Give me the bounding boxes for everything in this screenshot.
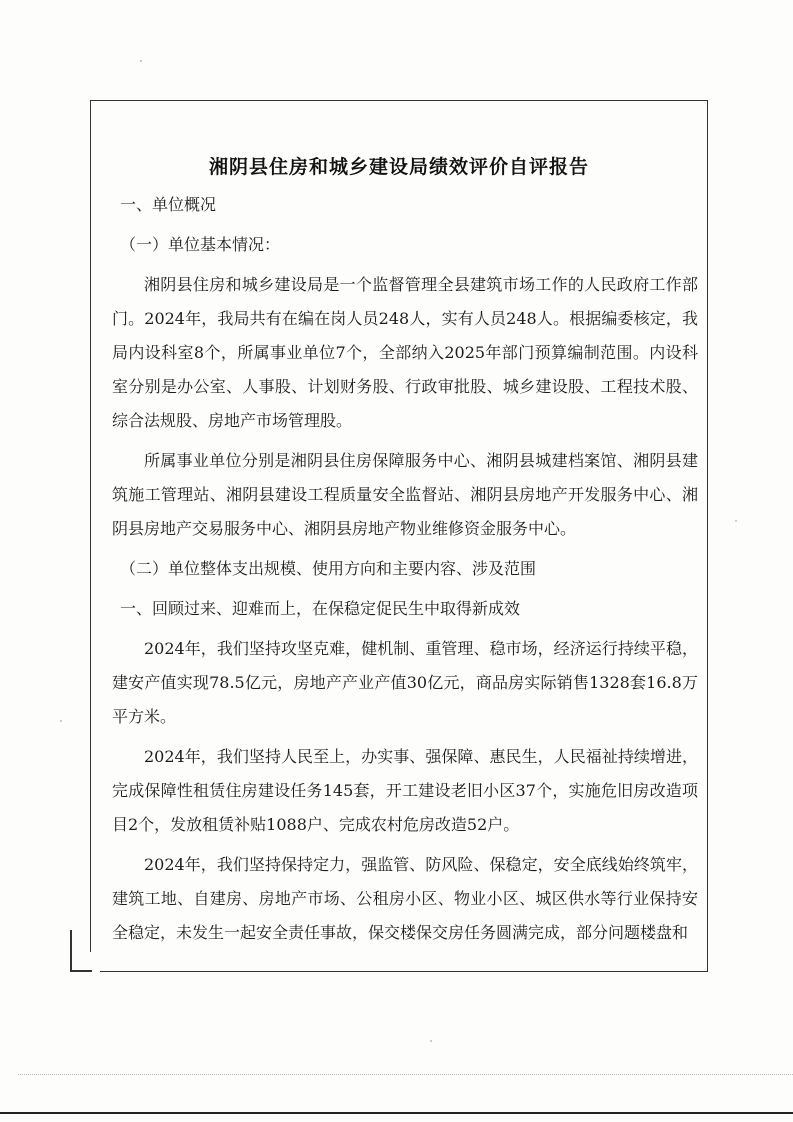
- report-title: 湘阴县住房和城乡建设局绩效评价自评报告: [208, 156, 589, 178]
- scan-divider-solid: [0, 1112, 793, 1114]
- frame-edge-bottom: [70, 970, 92, 972]
- subsection-heading-expenditure: （二）单位整体支出规模、使用方向和主要内容、涉及范围: [120, 559, 537, 578]
- frame-gap: [70, 952, 100, 982]
- report-body: [112, 188, 698, 950]
- scan-speck: [140, 60, 142, 62]
- paragraph-livelihood: 2024年，我们坚持人民至上，办实事、强保障、惠民生，人民福祉持续增进，完成保障性租赁住房建设任务145套，开工建设老旧小区37个，实施危旧房改造项目2个，发放租赁补贴1088户、完成农村危房改造52户。: [112, 747, 698, 834]
- section-heading-review: 一、回顾过来、迎难而上，在保稳定促民生中取得新成效: [120, 599, 521, 618]
- scan-divider-dotted: [18, 1074, 793, 1075]
- paragraph-basic-info: 湘阴县住房和城乡建设局是一个监督管理全县建筑市场工作的人民政府工作部门。2024年，我局共有在编在岗人员248人，实有人员248人。根据编委核定，我局内设科室8个，所属事业单位7个，全部纳入2025年部门预算编制范围。内设科室分别是办公室、人事股、计划财务股、行政审批股、城乡建设股、工程技术股、综合法规股、房地产市场管理股。: [112, 275, 698, 430]
- scan-speck: [60, 720, 62, 722]
- frame-edge-left: [70, 930, 72, 972]
- subsection-heading-basic-info: （一）单位基本情况：: [120, 235, 281, 254]
- scan-speck: [430, 1040, 432, 1042]
- paragraph-safety: 2024年，我们坚持保持定力，强监管、防风险、保稳定，安全底线始终筑牢，建筑工地、自建房、房地产市场、公租房小区、物业小区、城区供水等行业保持安全稳定，未发生一起安全责任事故，保交楼保交房任务圆满完成，部分问题楼盘和: [112, 855, 698, 942]
- paragraph-affiliated-units: 所属事业单位分别是湘阴县住房保障服务中心、湘阴县城建档案馆、湘阴县建筑施工管理站、湘阴县建设工程质量安全监督站、湘阴县房地产开发服务中心、湘阴县房地产交易服务中心、湘阴县房地产物业维修资金服务中心。: [112, 451, 698, 538]
- section-heading-overview: 一、单位概况: [120, 195, 217, 214]
- scan-speck: [735, 520, 737, 522]
- paragraph-economy: 2024年，我们坚持攻坚克难，健机制、重管理、稳市场，经济运行持续平稳，建安产值实现78.5亿元，房地产产业产值30亿元，商品房实际销售1328套16.8万平方米。: [112, 639, 698, 726]
